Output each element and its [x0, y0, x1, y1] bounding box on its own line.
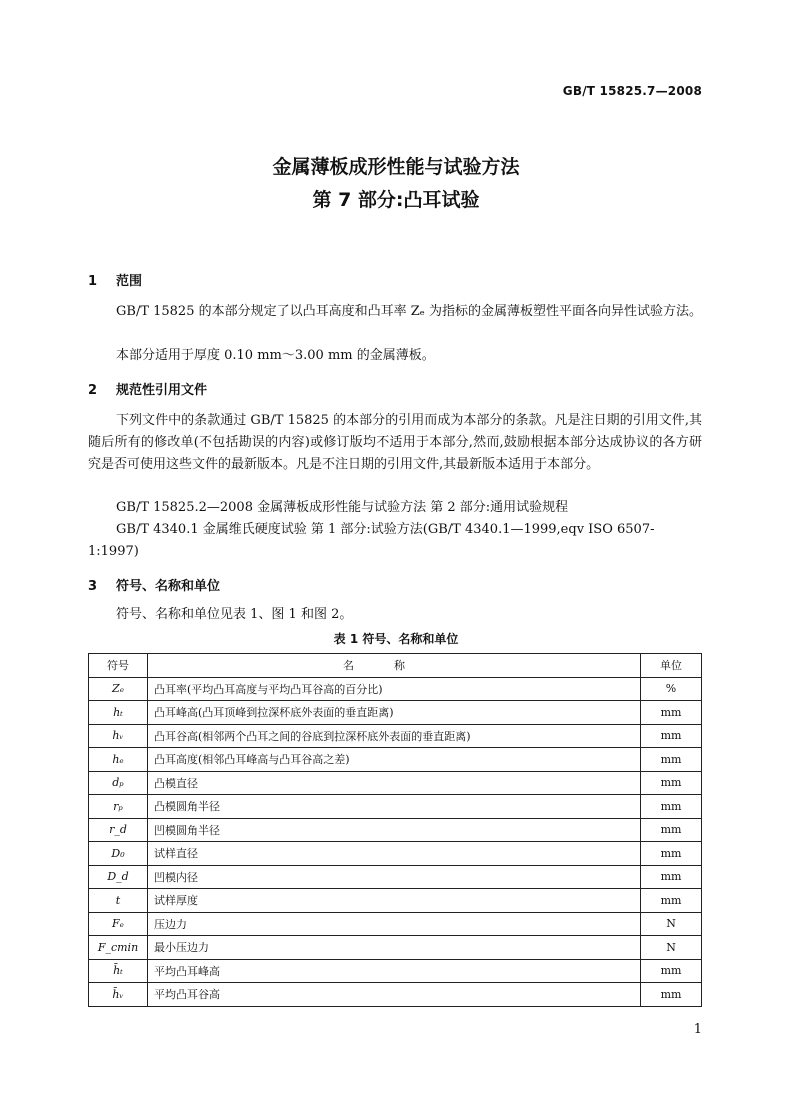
symbol-cell: Zₑ [89, 677, 148, 701]
name-cell: 凸模圆角半径 [148, 795, 641, 819]
name-cell: 凸耳谷高(相邻两个凸耳之间的谷底到拉深杯底外表面的垂直距离) [148, 724, 641, 748]
symbol-cell: t [89, 889, 148, 913]
unit-cell: mm [641, 889, 702, 913]
header-unit: 单位 [641, 654, 702, 678]
paragraph: GB/T 15825 的本部分规定了以凸耳高度和凸耳率 Zₑ 为指标的金属薄板塑性平面各向异性试验方法。 [116, 304, 702, 319]
section-number: 1 [88, 274, 98, 289]
symbol-cell: D_d [89, 865, 148, 889]
unit-cell: mm [641, 724, 702, 748]
table-row [89, 983, 702, 1007]
unit-cell: mm [641, 701, 702, 725]
symbol-cell: r_d [89, 818, 148, 842]
page-number: 1 [693, 1022, 702, 1037]
name-cell: 平均凸耳峰高 [148, 959, 641, 983]
paragraph: 下列文件中的条款通过 GB/T 15825 的本部分的引用而成为本部分的条款。凡是注日期的引用文件,其随后所有的修改单(不包括勘误的内容)或修订版均不适用于本部分,然而,鼓励根据本部分达成协议的各方研究是否可使用这些文件的最新版本。凡是不注日期的引用文件,其最新版本适用于本部分。 [88, 413, 702, 472]
section-title: 符号、名称和单位 [116, 579, 221, 594]
name-cell: 试样直径 [148, 842, 641, 866]
symbol-cell: dₚ [89, 771, 148, 795]
symbol-cell: h̄ₜ [89, 959, 148, 983]
name-cell: 凹模圆角半径 [148, 818, 641, 842]
name-cell: 压边力 [148, 912, 641, 936]
name-cell: 最小压边力 [148, 936, 641, 960]
unit-cell: mm [641, 795, 702, 819]
unit-cell: mm [641, 983, 702, 1007]
table-row [89, 936, 702, 960]
name-cell: 平均凸耳谷高 [148, 983, 641, 1007]
paragraph: 本部分适用于厚度 0.10 mm～3.00 mm 的金属薄板。 [116, 348, 435, 363]
table-row [89, 771, 702, 795]
name-cell: 试样厚度 [148, 889, 641, 913]
symbol-cell: hᵥ [89, 724, 148, 748]
symbol-cell: hₜ [89, 701, 148, 725]
name-cell: 凸耳高度(相邻凸耳峰高与凸耳谷高之差) [148, 748, 641, 772]
section-heading [88, 575, 220, 594]
name-cell: 凸耳率(平均凸耳高度与平均凸耳谷高的百分比) [148, 677, 641, 701]
document-title: 金属薄板成形性能与试验方法 [272, 156, 520, 178]
unit-cell: mm [641, 748, 702, 772]
table-row [89, 748, 702, 772]
unit-cell: mm [641, 842, 702, 866]
table-row [89, 912, 702, 936]
section-heading [88, 270, 142, 289]
reference-item: GB/T 15825.2—2008 金属薄板成形性能与试验方法 第 2 部分:通用试验规程 [116, 500, 569, 515]
table-row [89, 795, 702, 819]
unit-cell: mm [641, 959, 702, 983]
unit-cell: mm [641, 771, 702, 795]
section-title: 范围 [116, 274, 143, 289]
table-row [89, 842, 702, 866]
unit-cell: N [641, 912, 702, 936]
table-row [89, 889, 702, 913]
unit-cell: mm [641, 818, 702, 842]
table-row [89, 818, 702, 842]
symbols-table [88, 653, 702, 1007]
symbol-cell: rₚ [89, 795, 148, 819]
name-cell: 凸耳峰高(凸耳顶峰到拉深杯底外表面的垂直距离) [148, 701, 641, 725]
header-name: 名称 [148, 654, 641, 678]
section-number: 3 [88, 579, 98, 594]
document-subtitle: 第 7 部分:凸耳试验 [312, 189, 480, 211]
table-row [89, 677, 702, 701]
paragraph: 符号、名称和单位见表 1、图 1 和图 2。 [116, 607, 353, 622]
table-row [89, 865, 702, 889]
table-row [89, 959, 702, 983]
table-row [89, 701, 702, 725]
table-caption: 表 1 符号、名称和单位 [333, 632, 459, 646]
standard-number: GB/T 15825.7—2008 [562, 84, 702, 98]
symbol-cell: D₀ [89, 842, 148, 866]
symbol-cell: hₑ [89, 748, 148, 772]
table-header-row [89, 654, 702, 678]
name-cell: 凸模直径 [148, 771, 641, 795]
section-heading [88, 379, 207, 398]
symbol-cell: h̄ᵥ [89, 983, 148, 1007]
table-row [89, 724, 702, 748]
unit-cell: mm [641, 865, 702, 889]
reference-item: GB/T 4340.1 金属维氏硬度试验 第 1 部分:试验方法(GB/T 4340.1—1999,eqv ISO 6507-1:1997) [88, 522, 655, 559]
name-cell: 凹模内径 [148, 865, 641, 889]
unit-cell: % [641, 677, 702, 701]
header-symbol: 符号 [89, 654, 148, 678]
unit-cell: N [641, 936, 702, 960]
symbol-cell: F_cmin [89, 936, 148, 960]
symbol-cell: Fₑ [89, 912, 148, 936]
section-number: 2 [88, 383, 98, 398]
section-title: 规范性引用文件 [116, 383, 208, 398]
